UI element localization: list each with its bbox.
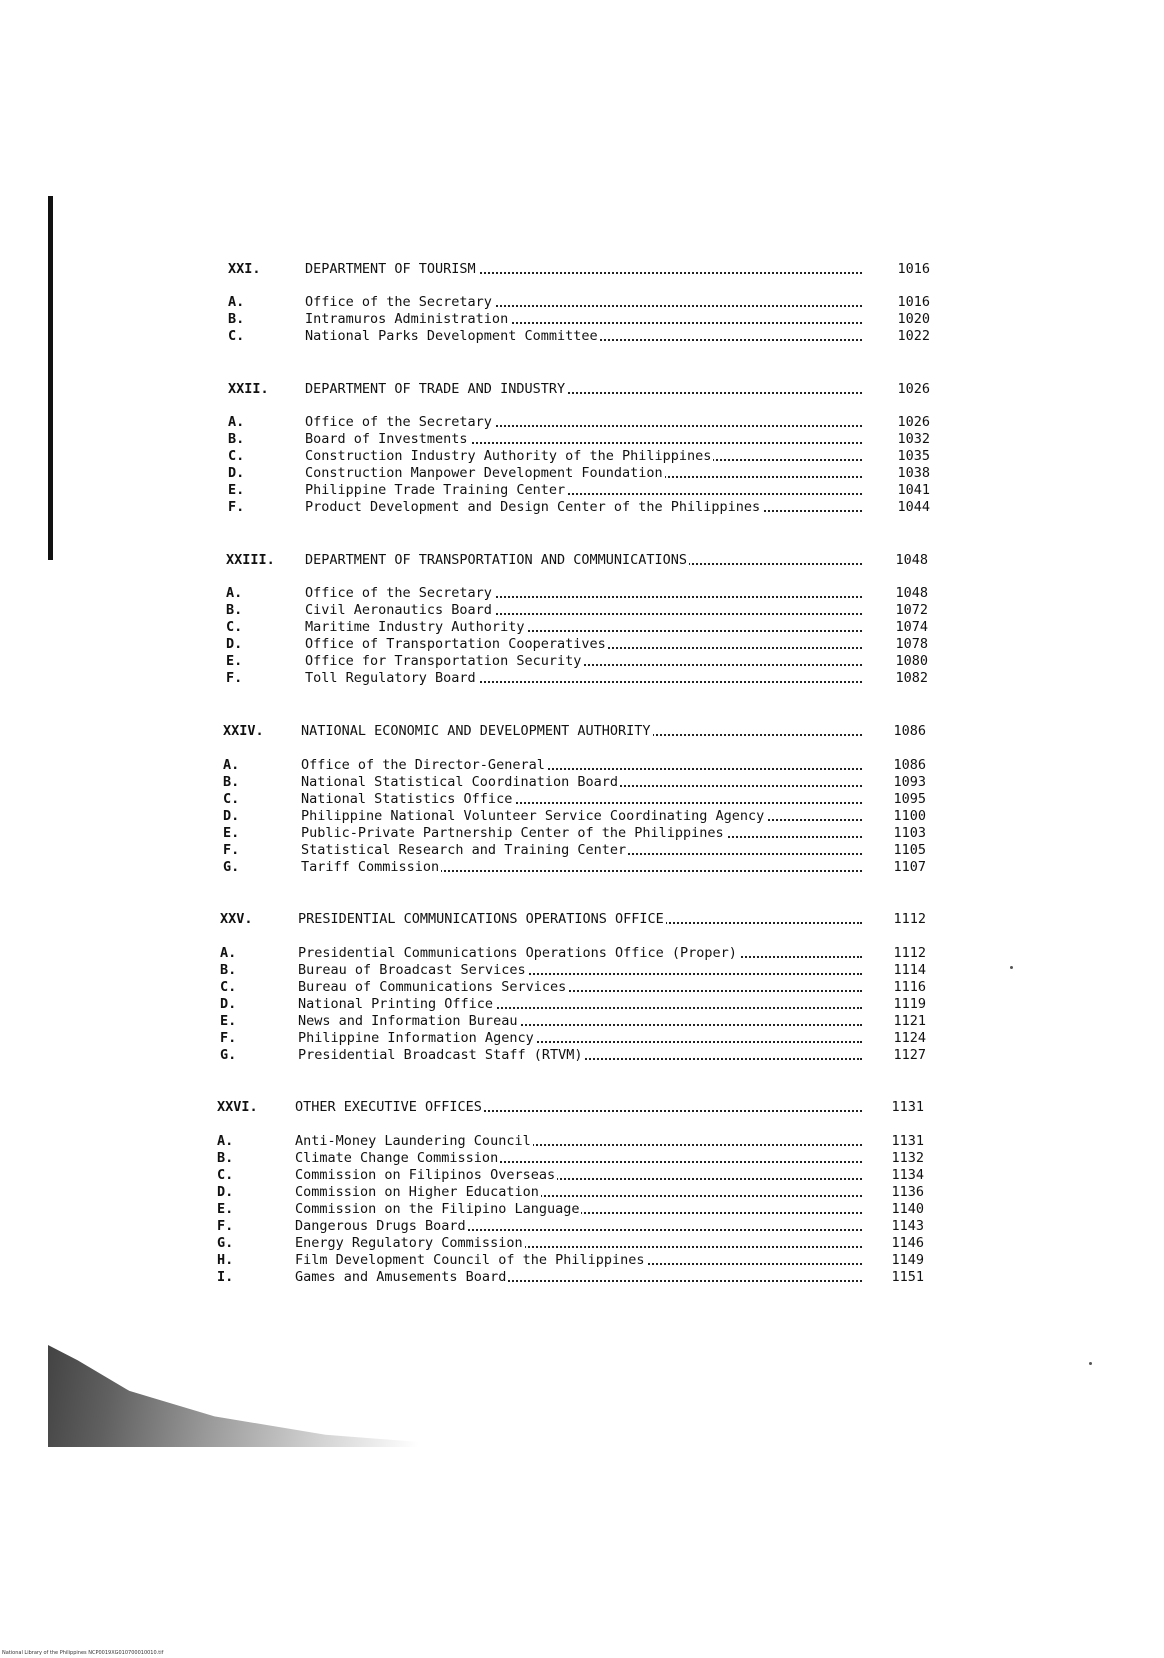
item-letter: B. <box>217 1150 234 1166</box>
item-title <box>295 1184 862 1201</box>
section-title <box>305 381 862 398</box>
toc-entry <box>223 791 926 808</box>
item-page-number: 1093 <box>893 774 926 790</box>
toc-entry <box>217 1252 924 1269</box>
item-page-number: 1035 <box>897 448 930 464</box>
item-title <box>298 996 862 1013</box>
item-page-number: 1131 <box>891 1133 924 1149</box>
item-letter: E. <box>220 1013 237 1029</box>
item-title-text: Statistical Research and Training Center <box>301 842 627 858</box>
item-letter: G. <box>217 1235 234 1251</box>
item-page-number: 1146 <box>891 1235 924 1251</box>
item-title <box>305 619 862 636</box>
toc-entry <box>220 1013 926 1030</box>
item-title-text: Toll Regulatory Board <box>305 670 476 686</box>
item-letter: B. <box>228 431 245 447</box>
section-numeral: XXVI. <box>217 1099 258 1115</box>
item-title-text: Board of Investments <box>305 431 468 447</box>
section-page-number: 1016 <box>897 261 930 277</box>
item-page-number: 1149 <box>891 1252 924 1268</box>
item-title-text: National Statistics Office <box>301 791 513 807</box>
item-page-number: 1026 <box>897 414 930 430</box>
item-letter: A. <box>223 757 240 773</box>
section-heading <box>226 552 928 569</box>
item-title <box>305 311 862 328</box>
item-letter: F. <box>228 499 245 515</box>
item-page-number: 1136 <box>891 1184 924 1200</box>
item-title <box>301 791 862 808</box>
item-letter: E. <box>226 653 243 669</box>
item-page-number: 1124 <box>893 1030 926 1046</box>
item-title <box>305 585 862 602</box>
item-title <box>295 1167 862 1184</box>
section-heading <box>217 1099 924 1116</box>
section-title-text: NATIONAL ECONOMIC AND DEVELOPMENT AUTHORITY <box>301 723 651 739</box>
item-page-number: 1080 <box>895 653 928 669</box>
item-title-text: National Statistical Coordination Board <box>301 774 618 790</box>
item-title-text: Bureau of Communications Services <box>298 979 567 995</box>
item-page-number: 1074 <box>895 619 928 635</box>
item-title <box>301 808 862 825</box>
toc-entry <box>223 825 926 842</box>
item-title-text: Bureau of Broadcast Services <box>298 962 526 978</box>
item-page-number: 1121 <box>893 1013 926 1029</box>
toc-entry <box>226 653 928 670</box>
item-letter: B. <box>226 602 243 618</box>
section-title <box>298 911 862 928</box>
toc-entry <box>217 1133 924 1150</box>
item-title-text: Commission on Higher Education <box>295 1184 539 1200</box>
item-letter: F. <box>223 842 240 858</box>
item-letter: F. <box>220 1030 237 1046</box>
toc-entry <box>223 808 926 825</box>
toc-entry <box>223 859 926 876</box>
item-title <box>305 636 862 653</box>
item-letter: A. <box>220 945 237 961</box>
item-title <box>305 499 862 516</box>
section-numeral: XXI. <box>228 261 261 277</box>
item-letter: B. <box>223 774 240 790</box>
item-title-text: Office of the Secretary <box>305 414 492 430</box>
item-letter: C. <box>223 791 240 807</box>
item-page-number: 1048 <box>895 585 928 601</box>
item-title <box>298 1047 862 1064</box>
item-letter: I. <box>217 1269 234 1285</box>
item-title <box>305 482 862 499</box>
item-title-text: News and Information Bureau <box>298 1013 518 1029</box>
item-page-number: 1151 <box>891 1269 924 1285</box>
item-title-text: Civil Aeronautics Board <box>305 602 492 618</box>
item-letter: B. <box>228 311 245 327</box>
item-title <box>298 962 862 979</box>
item-title <box>298 1030 862 1047</box>
item-title <box>295 1150 862 1167</box>
item-title-text: Maritime Industry Authority <box>305 619 525 635</box>
toc-entry <box>223 842 926 859</box>
item-title <box>295 1235 862 1252</box>
section-title <box>295 1099 862 1116</box>
item-title-text: Climate Change Commission <box>295 1150 499 1166</box>
item-letter: D. <box>228 465 245 481</box>
item-title-text: Philippine National Volunteer Service Coordinating Agency <box>301 808 765 824</box>
scan-edge-mark <box>48 196 53 560</box>
item-title <box>295 1133 862 1150</box>
item-letter: C. <box>220 979 237 995</box>
section-title <box>305 552 862 569</box>
toc-entry <box>228 431 930 448</box>
item-letter: D. <box>223 808 240 824</box>
toc-entry <box>217 1184 924 1201</box>
toc-entry <box>220 996 926 1013</box>
item-letter: H. <box>217 1252 234 1268</box>
item-title <box>301 859 862 876</box>
item-letter: D. <box>217 1184 234 1200</box>
toc-entry <box>217 1167 924 1184</box>
item-letter: A. <box>217 1133 234 1149</box>
item-title-text: Games and Amusements Board <box>295 1269 507 1285</box>
item-page-number: 1041 <box>897 482 930 498</box>
section-heading <box>228 381 930 398</box>
item-title <box>305 294 862 311</box>
section-title <box>305 261 862 278</box>
item-title-text: Office of Transportation Cooperatives <box>305 636 606 652</box>
section-heading <box>223 723 926 740</box>
section-numeral: XXII. <box>228 381 269 397</box>
item-title-text: Presidential Communications Operations Office (Proper) <box>298 945 737 961</box>
item-title-text: Tariff Commission <box>301 859 440 875</box>
toc-entry <box>228 448 930 465</box>
item-page-number: 1095 <box>893 791 926 807</box>
toc-entry <box>226 636 928 653</box>
toc-entry <box>217 1269 924 1286</box>
section-numeral: XXV. <box>220 911 253 927</box>
item-title <box>295 1252 862 1269</box>
toc-entry <box>220 979 926 996</box>
toc-entry <box>217 1235 924 1252</box>
item-title-text: Office of the Director-General <box>301 757 545 773</box>
item-letter: G. <box>220 1047 237 1063</box>
item-title-text: Commission on Filipinos Overseas <box>295 1167 556 1183</box>
scan-speck <box>1010 966 1013 969</box>
toc-entry <box>217 1201 924 1218</box>
toc-entry <box>228 482 930 499</box>
item-title-text: Construction Industry Authority of the Philippines <box>305 448 712 464</box>
section-page-number: 1112 <box>893 911 926 927</box>
section-numeral: XXIII. <box>226 552 275 568</box>
item-title <box>305 602 862 619</box>
section-heading <box>228 261 930 278</box>
scan-footer: National Library of the Philippines NCP0019XG010700010010.tif <box>2 1650 164 1656</box>
item-title-text: National Printing Office <box>298 996 494 1012</box>
section-heading <box>220 911 926 928</box>
item-title-text: Anti-Money Laundering Council <box>295 1133 531 1149</box>
item-title <box>305 465 862 482</box>
toc-entry <box>223 757 926 774</box>
toc-entry <box>223 774 926 791</box>
item-letter: B. <box>220 962 237 978</box>
item-letter: C. <box>228 328 245 344</box>
item-page-number: 1086 <box>893 757 926 773</box>
section-title-text: DEPARTMENT OF TOURISM <box>305 261 476 277</box>
toc-entry <box>228 465 930 482</box>
item-page-number: 1078 <box>895 636 928 652</box>
item-page-number: 1107 <box>893 859 926 875</box>
item-title <box>305 653 862 670</box>
item-title-text: Office of the Secretary <box>305 294 492 310</box>
item-title <box>301 757 862 774</box>
section-title-text: DEPARTMENT OF TRADE AND INDUSTRY <box>305 381 566 397</box>
section-title-text: PRESIDENTIAL COMMUNICATIONS OPERATIONS OFFICE <box>298 911 664 927</box>
toc-entry <box>220 1030 926 1047</box>
item-title <box>295 1269 862 1286</box>
item-title <box>305 431 862 448</box>
item-page-number: 1143 <box>891 1218 924 1234</box>
toc-entry <box>228 311 930 328</box>
item-page-number: 1032 <box>897 431 930 447</box>
item-page-number: 1119 <box>893 996 926 1012</box>
item-title-text: Construction Manpower Development Foundation <box>305 465 663 481</box>
scan-speck <box>1089 1362 1092 1365</box>
item-title <box>305 448 862 465</box>
section-title-text: OTHER EXECUTIVE OFFICES <box>295 1099 482 1115</box>
item-title <box>301 842 862 859</box>
item-letter: A. <box>228 414 245 430</box>
item-page-number: 1112 <box>893 945 926 961</box>
section-title <box>301 723 862 740</box>
item-page-number: 1140 <box>891 1201 924 1217</box>
item-letter: A. <box>226 585 243 601</box>
item-page-number: 1038 <box>897 465 930 481</box>
item-page-number: 1022 <box>897 328 930 344</box>
section-page-number: 1026 <box>897 381 930 397</box>
item-title-text: Intramuros Administration <box>305 311 509 327</box>
item-page-number: 1105 <box>893 842 926 858</box>
toc-entry <box>228 499 930 516</box>
scan-smudge <box>48 1345 418 1447</box>
item-page-number: 1132 <box>891 1150 924 1166</box>
item-letter: F. <box>226 670 243 686</box>
toc-entry <box>220 962 926 979</box>
item-page-number: 1103 <box>893 825 926 841</box>
item-page-number: 1072 <box>895 602 928 618</box>
item-letter: C. <box>226 619 243 635</box>
item-title-text: Presidential Broadcast Staff (RTVM) <box>298 1047 583 1063</box>
toc-entry <box>217 1218 924 1235</box>
item-title <box>295 1201 862 1218</box>
item-page-number: 1116 <box>893 979 926 995</box>
item-title-text: Film Development Council of the Philippines <box>295 1252 645 1268</box>
item-letter: F. <box>217 1218 234 1234</box>
toc-entry <box>217 1150 924 1167</box>
section-title-text: DEPARTMENT OF TRANSPORTATION AND COMMUNICATIONS <box>305 552 688 568</box>
item-page-number: 1016 <box>897 294 930 310</box>
toc-entry <box>226 585 928 602</box>
item-title <box>295 1218 862 1235</box>
item-title-text: Philippine Information Agency <box>298 1030 534 1046</box>
item-letter: C. <box>217 1167 234 1183</box>
item-letter: D. <box>220 996 237 1012</box>
item-page-number: 1127 <box>893 1047 926 1063</box>
item-letter: E. <box>217 1201 234 1217</box>
item-title <box>301 774 862 791</box>
item-title-text: Philippine Trade Training Center <box>305 482 566 498</box>
toc-entry <box>220 1047 926 1064</box>
toc-entry <box>220 945 926 962</box>
item-page-number: 1082 <box>895 670 928 686</box>
item-title <box>298 945 862 962</box>
section-page-number: 1131 <box>891 1099 924 1115</box>
section-page-number: 1048 <box>895 552 928 568</box>
item-title-text: Office for Transportation Security <box>305 653 582 669</box>
toc-entry <box>226 670 928 687</box>
item-letter: E. <box>228 482 245 498</box>
section-page-number: 1086 <box>893 723 926 739</box>
toc-entry <box>228 328 930 345</box>
item-title-text: Office of the Secretary <box>305 585 492 601</box>
item-letter: A. <box>228 294 245 310</box>
item-title-text: Dangerous Drugs Board <box>295 1218 466 1234</box>
item-letter: E. <box>223 825 240 841</box>
item-page-number: 1044 <box>897 499 930 515</box>
item-page-number: 1020 <box>897 311 930 327</box>
item-page-number: 1114 <box>893 962 926 978</box>
item-title <box>298 979 862 996</box>
toc-entry <box>226 619 928 636</box>
item-page-number: 1134 <box>891 1167 924 1183</box>
item-page-number: 1100 <box>893 808 926 824</box>
item-title-text: Public-Private Partnership Center of the Philippines <box>301 825 724 841</box>
item-title <box>305 328 862 345</box>
item-letter: C. <box>228 448 245 464</box>
item-title-text: Commission on the Filipino Language <box>295 1201 580 1217</box>
item-letter: D. <box>226 636 243 652</box>
section-numeral: XXIV. <box>223 723 264 739</box>
item-title <box>298 1013 862 1030</box>
toc-entry <box>228 294 930 311</box>
item-title-text: Product Development and Design Center of the Philippines <box>305 499 761 515</box>
item-title <box>305 414 862 431</box>
item-title-text: Energy Regulatory Commission <box>295 1235 523 1251</box>
item-title-text: National Parks Development Committee <box>305 328 598 344</box>
toc-entry <box>228 414 930 431</box>
item-title <box>301 825 862 842</box>
toc-entry <box>226 602 928 619</box>
item-title <box>305 670 862 687</box>
item-letter: G. <box>223 859 240 875</box>
